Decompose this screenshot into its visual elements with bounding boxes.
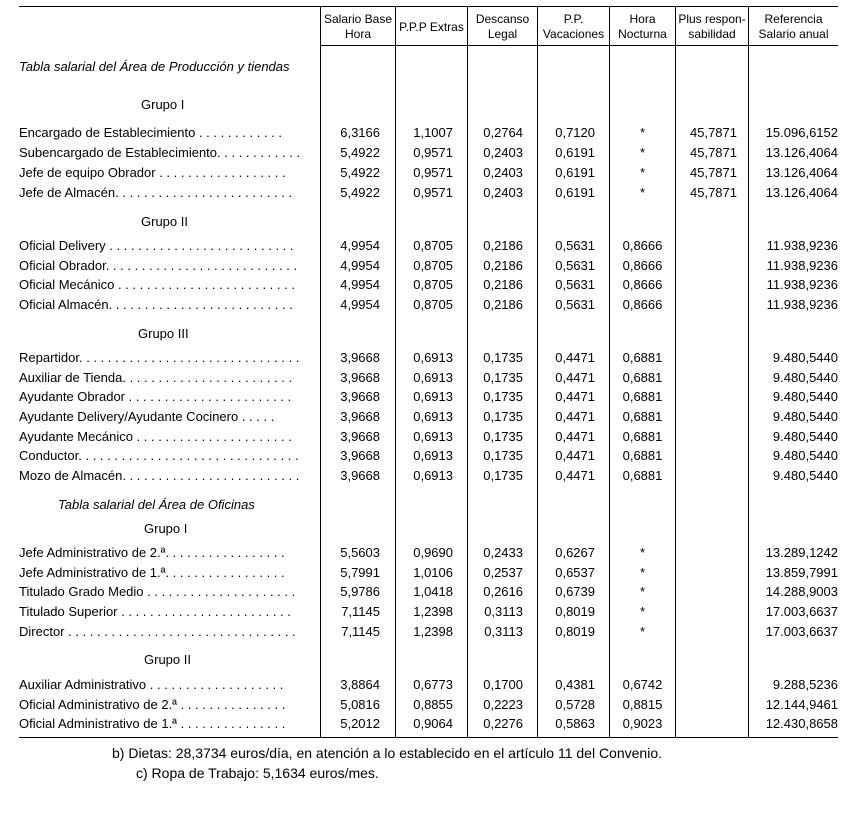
cell-value: 13.859,7991	[765, 565, 838, 580]
row-label: Jefe de Almacén. . . . . . . . . . . . . . . . . . . . . . . . .	[19, 185, 293, 200]
cell-value: 0,2186	[483, 277, 523, 292]
cell-value: 5,4922	[340, 185, 380, 200]
header-pp-vacaciones: P.P. Vacaciones	[542, 12, 605, 41]
header-ppp-extras: P.P.P Extras	[399, 19, 464, 34]
cell-value: 0,1735	[483, 409, 523, 424]
cell-value: 3,9668	[340, 448, 380, 463]
section-title: Tabla salarial del Área de Oficinas	[58, 497, 255, 512]
cell-value: 0,2403	[483, 165, 523, 180]
cell-value: 0,8705	[413, 297, 453, 312]
cell-value: 0,6742	[622, 677, 663, 692]
cell-value: 17.003,6637	[765, 624, 838, 639]
cell-value: 11.938,9236	[766, 238, 838, 253]
note-dietas: b) Dietas: 28,3734 euros/día, en atención a lo establecido en el artículo 11 del Convenio.	[112, 745, 662, 761]
cell-value: 45,7871	[690, 165, 737, 180]
cell-value: 0,6913	[413, 429, 453, 444]
cell-value: 5,5603	[340, 545, 380, 560]
cell-value: 14.288,9003	[765, 584, 838, 599]
cell-value: *	[639, 624, 646, 639]
row-label: Ayudante Mecánico . . . . . . . . . . . . . . . . . . . . . .	[19, 429, 292, 444]
row-label: Titulado Superior . . . . . . . . . . . . . . . . . . . . . . . .	[19, 604, 291, 619]
cell-value: 5,9786	[340, 584, 380, 599]
cell-value: 0,6881	[622, 448, 663, 463]
cell-value: 45,7871	[690, 125, 737, 140]
cell-value: 0,6913	[413, 389, 453, 404]
cell-value: 5,0816	[340, 697, 380, 712]
cell-value: 0,4471	[555, 429, 595, 444]
cell-value: 5,4922	[340, 165, 380, 180]
cell-value: 11.938,9236	[766, 277, 838, 292]
cell-value: 13.126,4064	[765, 185, 838, 200]
header-plus-responsabilidad: Plus respon- sabilidad	[678, 12, 746, 41]
row-label: Titulado Grado Medio . . . . . . . . . . . . . . . . . . . . .	[19, 584, 296, 599]
cell-value: *	[639, 185, 646, 200]
cell-value: 5,4922	[340, 145, 380, 160]
cell-value: 0,6191	[555, 145, 595, 160]
row-label: Conductor. . . . . . . . . . . . . . . . . . . . . . . . . . . . . . .	[19, 448, 299, 463]
cell-value: 6,3166	[340, 125, 380, 140]
cell-value: 17.003,6637	[765, 604, 838, 619]
cell-value: 0,4471	[555, 350, 595, 365]
cell-value: 0,2616	[483, 584, 523, 599]
cell-value: 0,4471	[555, 389, 595, 404]
cell-value: 12.144,9461	[765, 697, 838, 712]
cell-value: 4,9954	[340, 277, 380, 292]
cell-value: 0,9571	[413, 165, 453, 180]
cell-value: 0,9571	[413, 185, 453, 200]
cell-value: 0,8666	[622, 277, 663, 292]
cell-value: 0,6191	[555, 165, 595, 180]
cell-value: 0,6881	[622, 370, 663, 385]
cell-value: 0,8705	[413, 258, 453, 273]
cell-value: 0,6881	[622, 468, 663, 483]
row-label: Auxiliar de Tienda. . . . . . . . . . . . . . . . . . . . . . . .	[19, 370, 293, 385]
cell-value: 1,2398	[413, 604, 453, 619]
cell-value: 0,4471	[555, 370, 595, 385]
cell-value: 3,9668	[340, 350, 380, 365]
row-label: Oficial Almacén. . . . . . . . . . . . . . . . . . . . . . . . . .	[19, 297, 293, 312]
cell-value: 12.430,8658	[765, 716, 838, 731]
column-divider	[675, 6, 676, 738]
cell-value: 0,8855	[413, 697, 453, 712]
cell-value: 0,6881	[622, 389, 663, 404]
cell-value: 0,2186	[483, 238, 523, 253]
cell-value: 1,0106	[413, 565, 453, 580]
cell-value: 0,8705	[413, 277, 453, 292]
row-label: Auxiliar Administrativo . . . . . . . . . . . . . . . . . . .	[19, 677, 284, 692]
row-label: Oficial Delivery . . . . . . . . . . . . . . . . . . . . . . . . . .	[19, 238, 294, 253]
cell-value: 9.480,5440	[772, 370, 838, 385]
cell-value: 4,9954	[340, 297, 380, 312]
cell-value: 0,2186	[483, 297, 523, 312]
cell-value: 0,2433	[483, 545, 523, 560]
cell-value: *	[639, 545, 646, 560]
cell-value: 0,9690	[413, 545, 453, 560]
cell-value: 0,6913	[413, 448, 453, 463]
cell-value: 7,1145	[341, 624, 380, 639]
cell-value: *	[639, 145, 646, 160]
row-label: Oficial Administrativo de 1.ª . . . . . . . . . . . . . . .	[19, 716, 286, 731]
section-title: Tabla salarial del Área de Producción y tiendas	[19, 59, 290, 74]
notes	[112, 743, 749, 783]
cell-value: 0,1735	[483, 448, 523, 463]
cell-value: 0,6739	[555, 584, 595, 599]
cell-value: 0,1735	[483, 468, 523, 483]
cell-value: 0,8019	[555, 604, 595, 619]
cell-value: 9.480,5440	[772, 350, 838, 365]
cell-value: 11.938,9236	[766, 258, 838, 273]
cell-value: 1,2398	[413, 624, 453, 639]
row-label: Subencargado de Establecimiento. . . . . . . . . . . .	[19, 145, 301, 160]
cell-value: 3,8864	[340, 677, 380, 692]
cell-value: 3,9668	[340, 389, 380, 404]
cell-value: 0,6537	[555, 565, 595, 580]
cell-value: 3,9668	[340, 429, 380, 444]
cell-value: 0,4471	[555, 409, 595, 424]
cell-value: 45,7871	[690, 185, 737, 200]
header-hora-nocturna: Hora Nocturna	[618, 12, 667, 41]
cell-value: 0,7120	[555, 125, 595, 140]
cell-value: *	[639, 604, 646, 619]
cell-value: 0,5631	[555, 258, 595, 273]
cell-value: 0,5631	[555, 297, 595, 312]
table-top-rule	[19, 6, 838, 7]
row-label: Jefe de equipo Obrador . . . . . . . . . . . . . . . . . .	[19, 165, 286, 180]
cell-value: *	[639, 165, 646, 180]
cell-value: 0,3113	[484, 604, 523, 619]
cell-value: 0,2223	[483, 697, 523, 712]
cell-value: 3,9668	[340, 370, 380, 385]
cell-value: 0,9571	[413, 145, 453, 160]
cell-value: 13.126,4064	[765, 165, 838, 180]
cell-value: 4,9954	[340, 258, 380, 273]
cell-value: 0,6913	[413, 468, 453, 483]
cell-value: 3,9668	[340, 468, 380, 483]
cell-value: 0,8666	[622, 258, 663, 273]
row-label: Oficial Obrador. . . . . . . . . . . . . . . . . . . . . . . . . . .	[19, 258, 298, 273]
cell-value: 45,7871	[690, 145, 737, 160]
cell-value: 0,4381	[555, 677, 595, 692]
header-salario-base: Salario Base Hora	[323, 12, 393, 41]
cell-value: *	[639, 125, 646, 140]
row-label: Oficial Administrativo de 2.ª . . . . . . . . . . . . . . .	[19, 697, 286, 712]
row-label: Jefe Administrativo de 2.ª. . . . . . . . . . . . . . . . .	[19, 545, 285, 560]
cell-value: 0,2403	[483, 185, 523, 200]
group-title: Grupo III	[138, 326, 189, 341]
cell-value: 0,6881	[622, 350, 663, 365]
cell-value: 5,2012	[340, 716, 380, 731]
cell-value: 0,6881	[622, 409, 663, 424]
cell-value: 0,5631	[555, 277, 595, 292]
row-label: Ayudante Obrador . . . . . . . . . . . . . . . . . . . . . . .	[19, 389, 292, 404]
cell-value: 0,1735	[483, 429, 523, 444]
cell-value: 0,2276	[483, 716, 523, 731]
row-label: Mozo de Almacén. . . . . . . . . . . . . . . . . . . . . . . . .	[19, 468, 300, 483]
cell-value: 0,2403	[483, 145, 523, 160]
cell-value: 13.126,4064	[765, 145, 838, 160]
group-title: Grupo II	[141, 214, 188, 229]
cell-value: 0,6267	[555, 545, 595, 560]
cell-value: 0,1700	[483, 677, 523, 692]
cell-value: 0,1735	[483, 389, 523, 404]
cell-value: 0,1735	[483, 350, 523, 365]
cell-value: 0,8815	[622, 697, 663, 712]
cell-value: 0,6913	[413, 370, 453, 385]
cell-value: 0,4471	[555, 448, 595, 463]
cell-value: 0,4471	[555, 468, 595, 483]
cell-value: 11.938,9236	[766, 297, 838, 312]
group-title: Grupo I	[144, 521, 188, 536]
cell-value: 5,7991	[340, 565, 380, 580]
cell-value: 9.480,5440	[772, 468, 838, 483]
cell-value: 9.480,5440	[772, 389, 838, 404]
cell-value: 15.096,6152	[765, 125, 838, 140]
cell-value: 1,0418	[413, 584, 453, 599]
cell-value: 9.480,5440	[772, 429, 838, 444]
cell-value: 0,3113	[484, 624, 523, 639]
cell-value: 1,1007	[413, 125, 453, 140]
cell-value: 0,5863	[555, 716, 595, 731]
cell-value: 0,1735	[483, 370, 523, 385]
cell-value: 0,8666	[622, 297, 663, 312]
row-label: Director . . . . . . . . . . . . . . . . . . . . . . . . . . . . . . . .	[19, 624, 296, 639]
cell-value: 0,5631	[555, 238, 595, 253]
cell-value: *	[639, 565, 646, 580]
header-descanso-legal: Descanso Legal	[475, 12, 530, 41]
cell-value: 0,2537	[483, 565, 523, 580]
header-referencia-salario: Referencia Salario anual	[758, 12, 829, 41]
group-title: Grupo II	[144, 652, 191, 667]
row-label: Jefe Administrativo de 1.ª. . . . . . . . . . . . . . . . .	[19, 565, 285, 580]
row-label: Oficial Mecánico . . . . . . . . . . . . . . . . . . . . . . . . .	[19, 277, 295, 292]
note-ropa-trabajo: c) Ropa de Trabajo: 5,1634 euros/mes.	[136, 765, 379, 781]
cell-value: 0,8019	[555, 624, 595, 639]
cell-value: 9.480,5440	[772, 409, 838, 424]
cell-value: 7,1145	[341, 604, 380, 619]
cell-value: 9.480,5440	[772, 448, 838, 463]
cell-value: 0,2764	[483, 125, 523, 140]
cell-value: *	[639, 584, 646, 599]
cell-value: 0,6881	[622, 429, 663, 444]
row-label: Encargado de Establecimiento . . . . . . . . . . . .	[19, 125, 283, 140]
row-label: Ayudante Delivery/Ayudante Cocinero . . . . .	[19, 409, 275, 424]
cell-value: 0,5728	[555, 697, 595, 712]
table-bottom-rule	[19, 737, 838, 738]
group-title: Grupo I	[141, 97, 185, 112]
row-label: Repartidor. . . . . . . . . . . . . . . . . . . . . . . . . . . . . . .	[19, 350, 300, 365]
cell-value: 13.289,1242	[765, 545, 838, 560]
cell-value: 0,6191	[555, 185, 595, 200]
cell-value: 0,8666	[622, 238, 663, 253]
cell-value: 0,8705	[413, 238, 453, 253]
cell-value: 3,9668	[340, 409, 380, 424]
cell-value: 0,6913	[413, 409, 453, 424]
header-bottom-rule	[320, 45, 838, 46]
cell-value: 9.288,5236	[772, 677, 838, 692]
cell-value: 0,9064	[413, 716, 453, 731]
cell-value: 4,9954	[340, 238, 380, 253]
cell-value: 0,2186	[483, 258, 523, 273]
cell-value: 0,6913	[413, 350, 453, 365]
cell-value: 0,6773	[413, 677, 453, 692]
cell-value: 0,9023	[622, 716, 663, 731]
